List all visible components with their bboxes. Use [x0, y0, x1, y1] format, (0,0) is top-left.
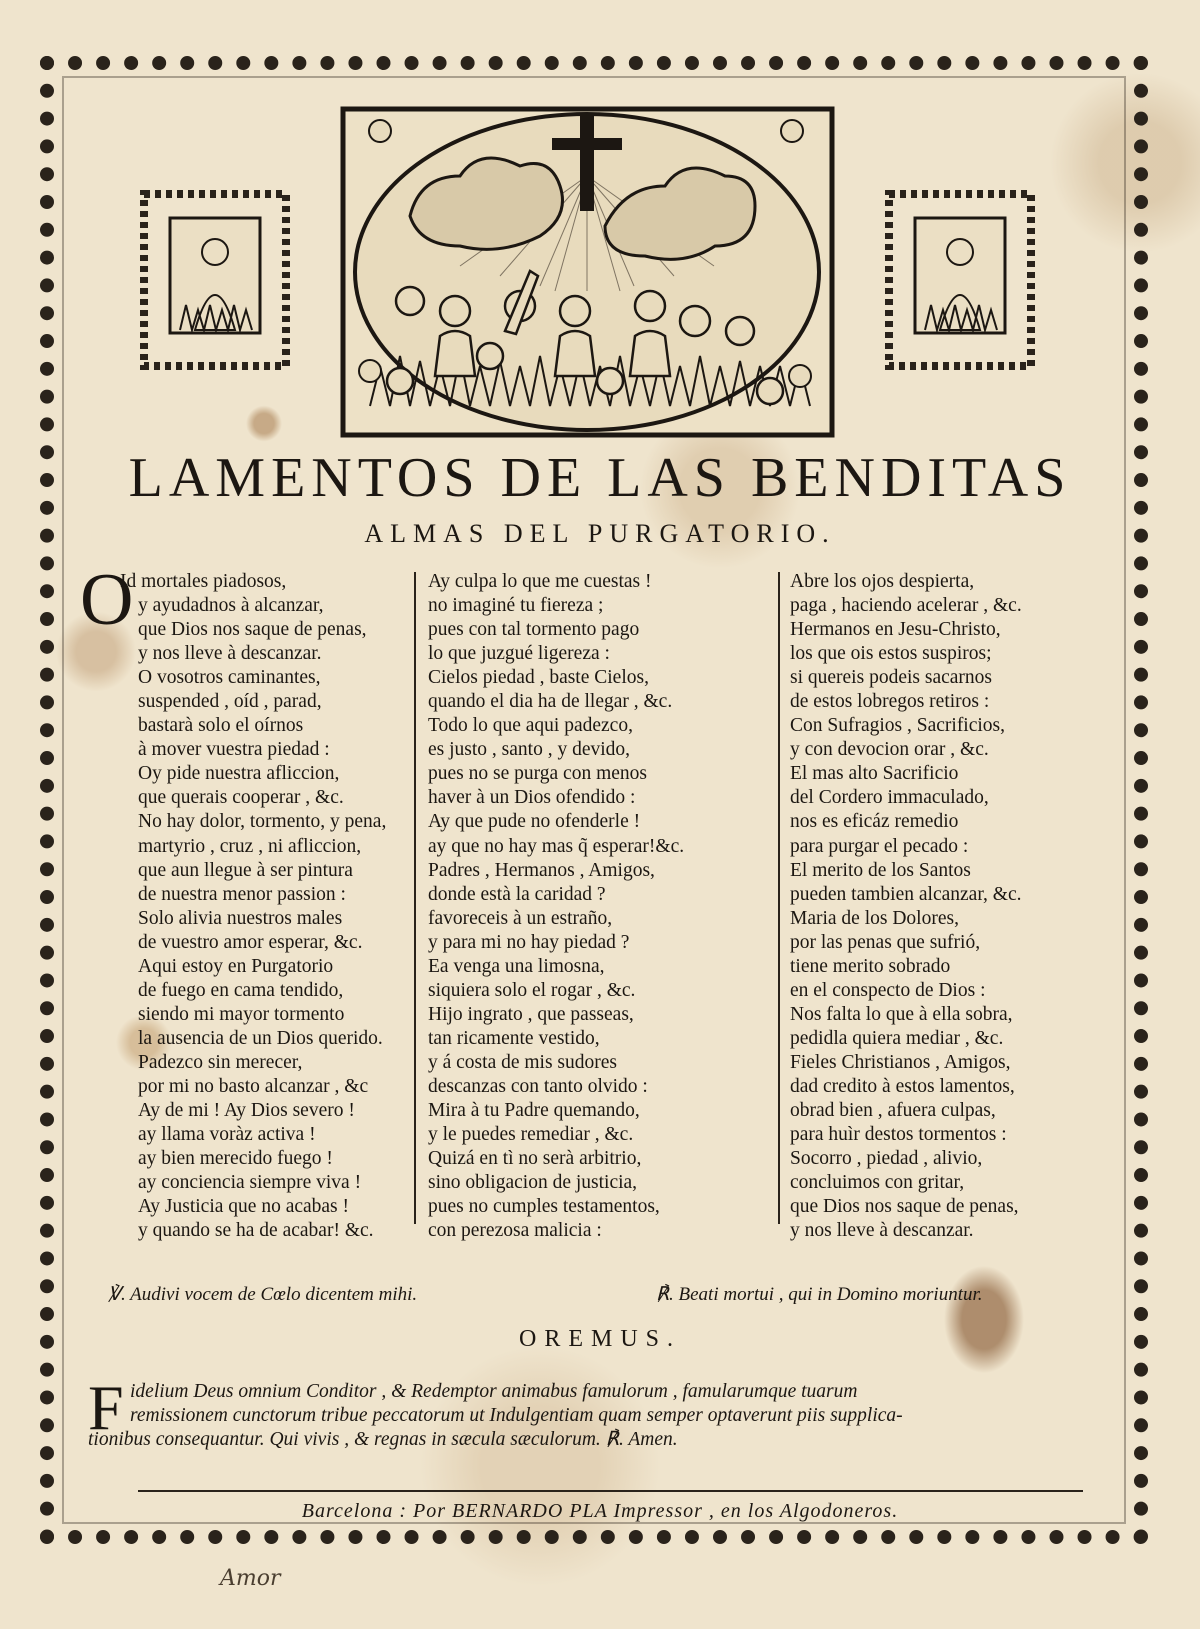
praying-soul-left — [140, 190, 290, 370]
prayer-text — [88, 1372, 1126, 1452]
verse-line: haver à un Dios ofendido : — [428, 787, 636, 809]
verse-line: Hijo ingrato , que passeas, — [428, 1003, 634, 1025]
verse-line: quando el dia ha de llegar , &c. — [428, 691, 673, 713]
verse-line: Ay Justicia que no acabas ! — [138, 1196, 350, 1218]
verse-line: Socorro , piedad , alivio, — [790, 1148, 983, 1170]
verse-line: y para mi no hay piedad ? — [428, 931, 630, 953]
verse-line: de vuestro amor esperar, &c. — [138, 931, 363, 953]
verse-line: que querais cooperar , &c. — [138, 787, 344, 809]
verse-line: obrad bien , afuera culpas, — [790, 1100, 996, 1122]
verse-line: Hermanos en Jesu-Christo, — [790, 619, 1001, 641]
verse-column-3 — [790, 570, 1130, 1243]
prayer-line: tionibus consequantur. Qui vivis , & regnas in sæcula sæculorum. ℟. Amen. — [88, 1429, 678, 1450]
verse-line: pedidla quiera mediar , &c. — [790, 1027, 1004, 1049]
verse-line: Mira à tu Padre quemando, — [428, 1100, 640, 1122]
verse-line: los que ois estos suspiros; — [790, 643, 992, 665]
verse-column-1 — [80, 559, 410, 1243]
verse-line: tan ricamente vestido, — [428, 1027, 600, 1049]
verse-line: donde està la caridad ? — [428, 883, 606, 905]
verse-line: ay llama voràz activa ! — [138, 1124, 316, 1146]
verse-line: Ea venga una limosna, — [428, 955, 605, 977]
verse-line: con perezosa malicia : — [428, 1220, 602, 1242]
verse-line: martyrio , cruz , ni afliccion, — [138, 835, 362, 857]
verse-line: Ay de mi ! Ay Dios severo ! — [138, 1100, 355, 1122]
verse-line: si quereis podeis sacarnos — [790, 667, 992, 689]
verse-line: lo que juzgué ligereza : — [428, 643, 610, 665]
verse-line: para huìr destos tormentos : — [790, 1124, 1007, 1146]
verse-line: pueden tambien alcanzar, &c. — [790, 883, 1022, 905]
verse-line: del Cordero immaculado, — [790, 787, 989, 809]
verse-line: de estos lobregos retiros : — [790, 691, 990, 713]
versicle: ℣. Audivi vocem de Cœlo dicentem mihi. — [108, 1284, 418, 1305]
drop-cap: O — [80, 559, 134, 641]
verse-line: Abre los ojos despierta, — [790, 571, 975, 592]
verse-line: Cielos piedad , baste Cielos, — [428, 667, 649, 689]
verse-line: Quizá en tì no serà arbitrio, — [428, 1148, 642, 1170]
verse-line: no imaginé tu fiereza ; — [428, 595, 604, 617]
verse-line: dad credito à estos lamentos, — [790, 1075, 1015, 1097]
verse-line: y quando se ha de acabar! &c. — [138, 1220, 374, 1242]
verse-line: Oy pide nuestra afliccion, — [138, 763, 340, 785]
verse-line: es justo , santo , y devido, — [428, 739, 631, 761]
verse-line: que Dios nos saque de penas, — [790, 1196, 1019, 1218]
verse-line: suspended , oíd , parad, — [138, 691, 322, 713]
verse-line: de fuego en cama tendido, — [138, 979, 344, 1001]
verse-line: y le puedes remediar , &c. — [428, 1124, 634, 1146]
verse-line: Padres , Hermanos , Amigos, — [428, 859, 655, 881]
verse-line: Con Sufragios , Sacrificios, — [790, 715, 1006, 737]
verse-line: Padezco sin merecer, — [138, 1051, 303, 1073]
verse-line: por las penas que sufrió, — [790, 931, 981, 953]
verse-line: Solo alivia nuestros males — [138, 907, 343, 929]
verse-column-2 — [428, 570, 768, 1243]
verse-line: à mover vuestra piedad : — [138, 739, 330, 761]
page-subtitle: ALMAS DEL PURGATORIO. — [364, 519, 836, 548]
column-divider — [414, 572, 416, 1224]
prayer-drop-cap: F — [88, 1372, 124, 1443]
verse-line: El merito de los Santos — [790, 859, 971, 881]
column-divider — [778, 572, 780, 1224]
verse-line: sino obligacion de justicia, — [428, 1172, 638, 1194]
prayer-line: idelium Deus omnium Conditor , & Redemptor animabus famulorum , famularumque tuarum — [130, 1381, 858, 1402]
verse-line: Fieles Christianos , Amigos, — [790, 1051, 1011, 1073]
imprint: Barcelona : Por BERNARDO PLA Impressor , en los Algodoneros. — [301, 1500, 899, 1522]
verse-line: y á costa de mis sudores — [428, 1051, 618, 1073]
verse-line: Maria de los Dolores, — [790, 907, 959, 929]
verse-line: y nos lleve à descanzar. — [790, 1220, 974, 1242]
verse-line: pues con tal tormento pago — [428, 619, 640, 641]
verse-line: ay bien merecido fuego ! — [138, 1148, 333, 1170]
verse-line: y nos lleve à descanzar. — [138, 643, 322, 665]
verse-line: para purgar el pecado : — [790, 835, 969, 857]
verse-line: El mas alto Sacrificio — [790, 763, 959, 785]
imprint-rule — [138, 1490, 1083, 1492]
prayer-line: remissionem cunctorum tribue peccatorum ut Indulgentiam quam semper optaverunt piis supplica- — [130, 1405, 903, 1426]
page-title: LAMENTOS DE LAS BENDITAS — [128, 447, 1072, 509]
verse-line: pues no cumples testamentos, — [428, 1196, 660, 1218]
verse-line: Ay que pude no ofenderle ! — [428, 811, 641, 833]
verse-line: que Dios nos saque de penas, — [138, 619, 367, 641]
verse-line: y con devocion orar , &c. — [790, 739, 989, 761]
verse-line: No hay dolor, tormento, y pena, — [138, 811, 387, 833]
verse-line: Id mortales piadosos, — [120, 571, 287, 592]
verse-line: O vosotros caminantes, — [138, 667, 321, 689]
verse-line: la ausencia de un Dios querido. — [138, 1027, 383, 1049]
verse-line: Todo lo que aqui padezco, — [428, 715, 633, 737]
oremus-heading: OREMUS. — [518, 1326, 682, 1352]
verse-line: concluimos con gritar, — [790, 1172, 965, 1194]
verse-line: de nuestra menor passion : — [138, 883, 346, 905]
verse-line: nos es eficáz remedio — [790, 811, 959, 833]
response: ℟. Beati mortui , qui in Domino moriuntur. — [656, 1284, 983, 1305]
verse-line: Aqui estoy en Purgatorio — [138, 955, 334, 977]
verse-line: por mi no basto alcanzar , &c — [138, 1075, 369, 1097]
verse-line: en el conspecto de Dios : — [790, 979, 986, 1001]
verse-line: Nos falta lo que à ella sobra, — [790, 1003, 1013, 1025]
verse-line: ay conciencia siempre viva ! — [138, 1172, 362, 1194]
verse-line: favoreceis à un estraño, — [428, 907, 613, 929]
verse-line: pues no se purga con menos — [428, 763, 647, 785]
verse-line: descanzas con tanto olvido : — [428, 1075, 648, 1097]
handwritten-signature: Amor — [220, 1566, 281, 1591]
verse-line: y ayudadnos à alcanzar, — [138, 595, 324, 617]
verse-line: ay que no hay mas q̃ esperar!&c. — [428, 835, 685, 857]
praying-soul-right — [885, 190, 1035, 370]
verse-line: Ay culpa lo que me cuestas ! — [428, 571, 652, 592]
verse-line: siquiera solo el rogar , &c. — [428, 979, 636, 1001]
verse-line: paga , haciendo acelerar , &c. — [790, 595, 1022, 617]
verse-line: que aun llegue à ser pintura — [138, 859, 353, 881]
verse-line: bastarà solo el oírnos — [138, 715, 304, 737]
verse-line: tiene merito sobrado — [790, 955, 951, 977]
verse-line: siendo mi mayor tormento — [138, 1003, 345, 1025]
woodcut-purgatory-illustration — [340, 106, 835, 438]
